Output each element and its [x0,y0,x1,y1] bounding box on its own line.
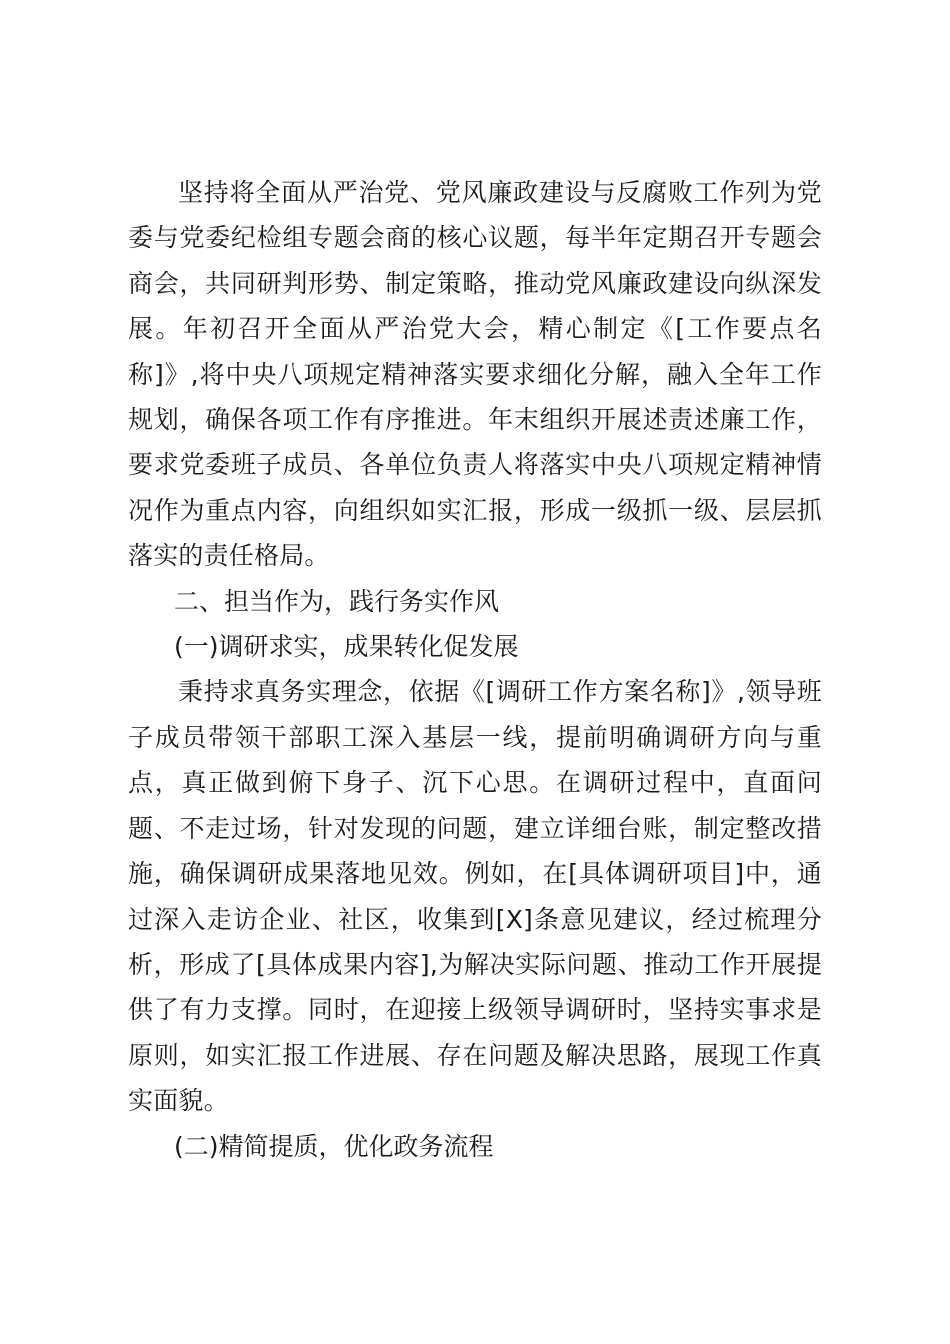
body-paragraph-2: 秉持求真务实理念，依据《[调研工作方案名称]》,领导班子成员带领干部职工深入基层一线，提前明确调研方向与重点，真正做到俯下身子、沉下心思。在调研过程中，直面问题、不走过场，针对发现的问题，建立详细台账，制定整改措施，确保调研成果落地见效。例如，在[具体调研项目]中，通过深入走访企业、社区，收集到[X]条意见建议，经过梳理分析，形成了[具体成果内容],为解决实际问题、推动工作开展提供了有力支撑。同时，在迎接上级领导调研时，坚持实事求是原则，如实汇报工作进展、存在问题及解决思路，展现工作真实面貌。 [128,677,822,1116]
body-paragraph-1: 坚持将全面从严治党、党风廉政建设与反腐败工作列为党委与党委纪检组专题会商的核心议题，每半年定期召开专题会商会，共同研判形势、制定策略，推动党风廉政建设向纵深发展。年初召开全面从严治党大会，精心制定《[工作要点名称]》,将中央八项规定精神落实要求细化分解，融入全年工作规划，确保各项工作有序推进。年末组织开展述责述廉工作，要求党委班子成员、各单位负责人将落实中央八项规定精神情况作为重点内容，向组织如实汇报，形成一级抓一级、层层抓落实的责任格局。 [128,178,822,571]
section-heading: 二、担当作为，践行务实作风 [174,586,500,616]
subsection-heading-2: (二)精简提质，优化政务流程 [174,1131,494,1161]
document-page [128,170,822,1169]
subsection-heading-1: (一)调研求实，成果转化促发展 [174,632,519,662]
